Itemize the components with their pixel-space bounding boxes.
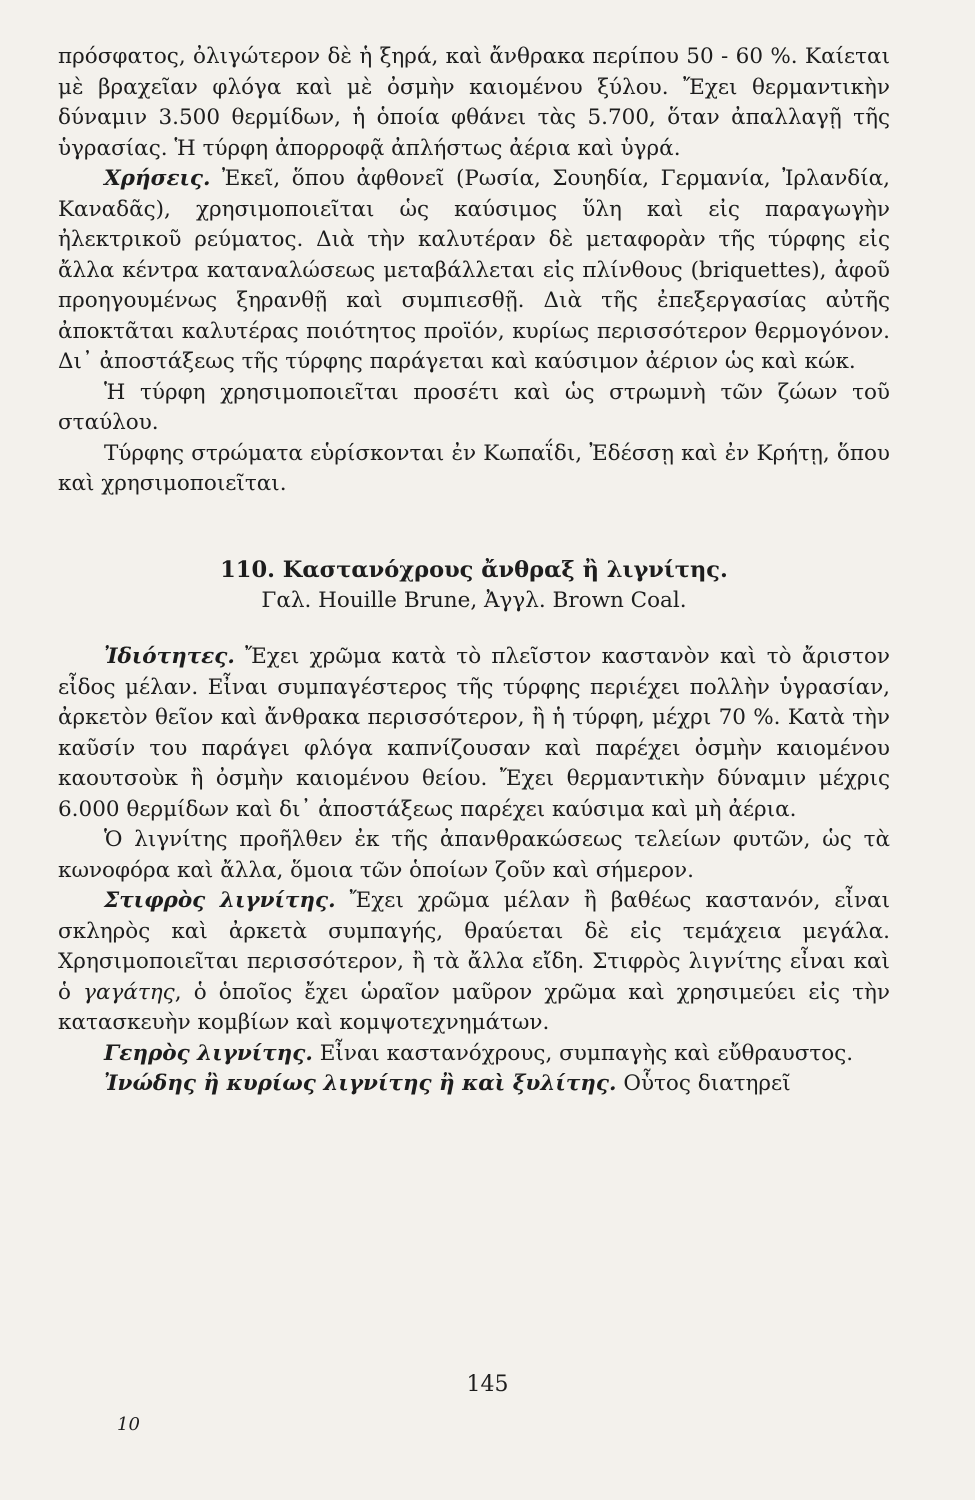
stable-paragraph: Ἡ τύρφη χρησιμοποιεῖται προσέτι καὶ ὡς στρωμνὴ τῶν ζώων τοῦ σταύλου. — [58, 379, 890, 435]
intro-paragraph — [58, 42, 890, 164]
page-number: 145 — [466, 1372, 509, 1397]
layers-paragraph: Τύρφης στρώματα εὑρίσκονται ἐν Κωπαΐδι, Ἐδέσσῃ καὶ ἐν Κρήτῃ, ὅπου καὶ χρησιμοποιεῖται. — [58, 440, 890, 496]
properties-text: Ἔχει χρῶμα κατὰ τὸ πλεῖστον καστανὸν καὶ τὸ ἄριστον εἶδος μέλαν. Εἶναι συμπαγέστερος τῆς τύρφης περιέχει πολλὴν ὑγρασίαν, ἀρκετὸν θεῖον καὶ ἄνθρακα περισσότερον, ἢ ἡ τύρφη, μέχρι 70 %. Κατὰ τὴν καῦσίν του παράγει φλόγα καπνίζουσαν καὶ παρέχει ὀσμὴν καιομένου καουτσοὺκ ἢ ὀσμὴν καιομένου θείου. Ἔχει θερμαντικὴν δύναμιν μέχρις 6.000 θερμίδων καὶ δι᾽ ἀποστάξεως παρέχει καύσιμα καὶ μὴ ἀέρια. — [58, 644, 890, 822]
origin-paragraph: Ὁ λιγνίτης προῆλθεν ἐκ τῆς ἀπανθρακώσεως τελείων φυτῶν, ὡς τὰ κωνοφόρα καὶ ἄλλα, ὅμοια τῶν ὁποίων ζοῦν καὶ σήμερον. — [58, 827, 890, 883]
uses-paragraph — [58, 164, 890, 378]
hard-lignite-text-2: , ὁ ὁποῖος ἔχει ὡραῖον μαῦρον χρῶμα καὶ χρησιμεύει εἰς τὴν κατασκευὴν κομβίων καὶ κομψοτεχνημάτων. — [58, 979, 891, 1035]
hard-lignite-label: Στιφρὸς λιγνίτης. — [104, 888, 336, 913]
hard-lignite-text: Ἔχει χρῶμα μέλαν ἢ βαθέως καστανόν, εἶναι σκληρὸς καὶ ἀρκετὰ συμπαγής, θραύεται δὲ εἰς τεμάχεια μεγάλα. Χρησιμοποιεῖται περισσότερον, ἢ τὰ ἄλλα εἴδη. Στιφρὸς λιγνίτης εἶναι καὶ ὁ — [58, 888, 891, 1005]
uses-label: Χρήσεις. — [104, 166, 211, 191]
hard-lignite-paragraph — [58, 886, 890, 1039]
section-title: 110. Καστανόχρους ἄνθραξ ἢ λιγνίτης. — [220, 556, 728, 583]
properties-paragraph — [58, 642, 890, 825]
fibrous-lignite-label: Ἰνώδης ἢ κυρίως λιγνίτης ἢ καὶ ξυλίτης. — [104, 1071, 617, 1096]
section-subtitle: Γαλ. Houille Brune, Ἀγγλ. Brown Coal. — [261, 587, 687, 613]
fibrous-lignite-text: Οὗτος διατηρεῖ — [616, 1071, 791, 1096]
earthy-lignite-text: Εἶναι καστανόχρους, συμπαγὴς καὶ εὔθραυστος. — [312, 1040, 854, 1066]
uses-text: Ἐκεῖ, ὅπου ἀφθονεῖ (Ρωσία, Σουηδία, Γερμανία, Ἰρλανδία, Καναδᾶς), χρησιμοποιεῖται ὡς καύσιμος ὕλη καὶ εἰς παραγωγὴν ἠλεκτρικοῦ ρεύματος. Διὰ τὴν καλυτέραν δὲ μεταφορὰν τῆς τύρφης εἰς ἄλλα κέντρα καταναλώσεως μεταβάλλεται εἰς πλίνθους (briquettes), ἀφοῦ προηγουμένως ξηρανθῇ καὶ συμπιεσθῇ. Διὰ τῆς ἐπεξεργασίας αὐτῆς ἀποκτᾶται καλυτέρας ποιότητος προϊόν, κυρίως περισσότερον θερμογόνον. Δι᾽ ἀποστάξεως τῆς τύρφης παράγεται καὶ καύσιμον ἀέριον ὡς καὶ κώκ. — [58, 166, 890, 374]
intro-text: πρόσφατος, ὀλιγώτερον δὲ ἡ ξηρά, καὶ ἄνθρακα περίπου 50 - 60 %. Καίεται μὲ βραχεῖαν φλόγα καὶ μὲ ὀσμὴν καιομένου ξύλου. Ἔχει θερμαντικὴν δύναμιν 3.500 θερμίδων, ἡ ὁποία φθάνει τὰς 5.700, ὅταν ἀπαλλαγῇ τῆς ὑγρασίας. Ἡ τύρφη ἀπορροφᾷ ἀπλήστως ἀέρια καὶ ὑγρά. — [58, 44, 890, 161]
jet-term: γαγάτης — [83, 979, 175, 1005]
properties-label: Ἰδιότητες. — [104, 644, 235, 669]
fibrous-lignite-paragraph — [58, 1069, 890, 1100]
printer-signature: 10 — [117, 1414, 140, 1435]
body-text — [58, 42, 890, 1100]
earthy-lignite-paragraph — [58, 1039, 890, 1070]
earthy-lignite-label: Γεηρὸς λιγνίτης. — [104, 1040, 313, 1066]
